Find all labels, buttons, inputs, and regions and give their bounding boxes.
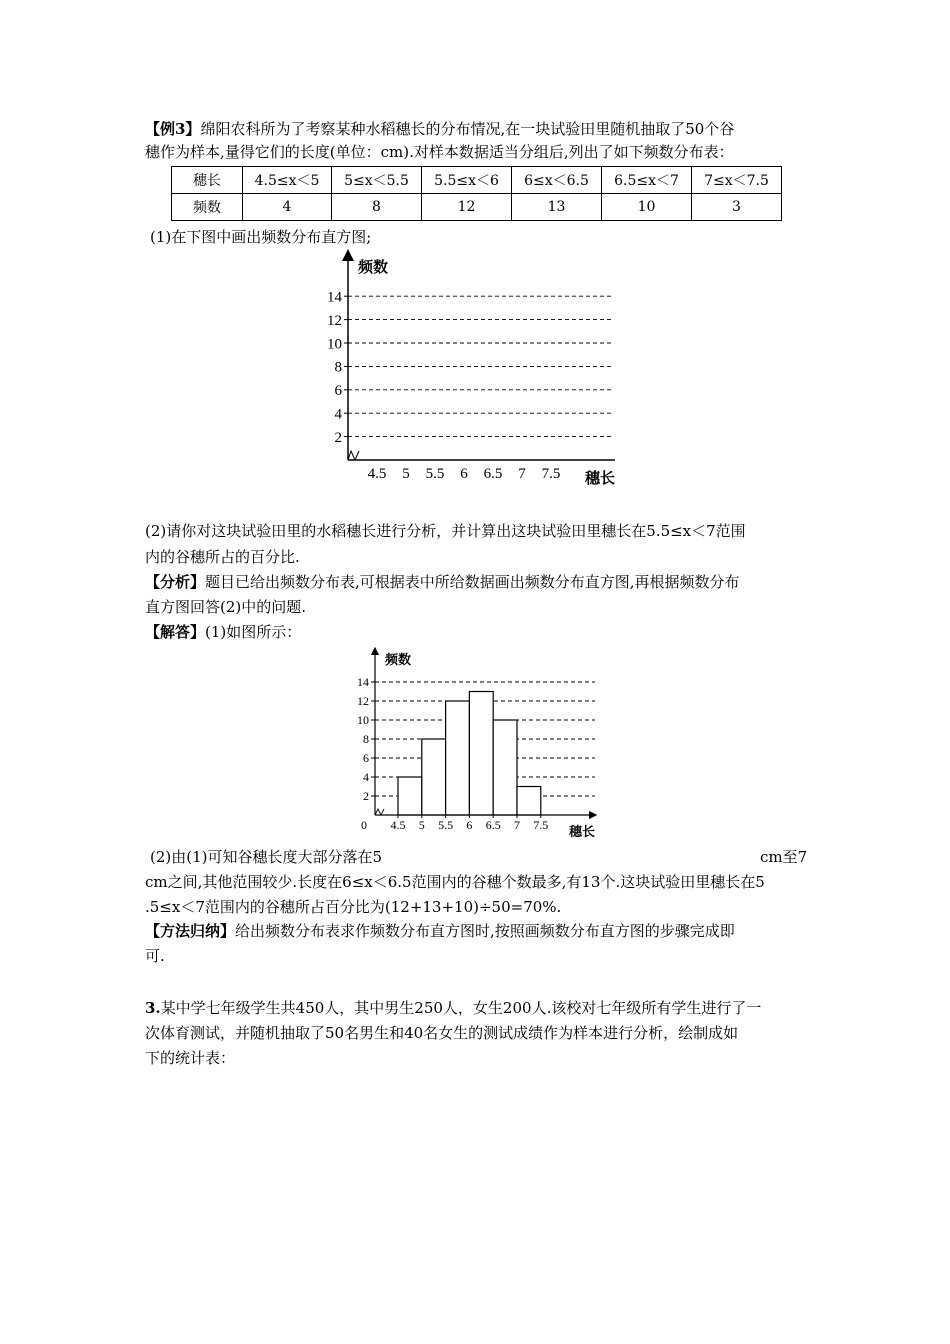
x-tick-label: 6.5 (483, 466, 503, 482)
axis-break-icon (375, 809, 384, 815)
frequency-histogram-chart (355, 643, 615, 843)
y-axis-label: 频数 (358, 260, 389, 276)
solution-line2: cm之间,其他范围较少.长度在6≤x＜6.5范围内的谷穗个数最多,有13个.这块试验田里穗长在5 (145, 873, 765, 891)
example3-tag: 【例3】 (145, 120, 201, 138)
y-tick-label: 14 (357, 675, 369, 690)
table-cell: 4 (243, 194, 332, 221)
problem3-line3: 下的统计表： (145, 1049, 236, 1067)
problem3-line2: 次体育测试，并随机抽取了50名男生和40名女生的测试成绩作为样本进行分析，绘制成如 (145, 1024, 739, 1042)
analysis-line2: 直方图回答(2)中的问题. (145, 598, 307, 616)
x-tick-label: 5.5 (425, 466, 445, 482)
y-tick-label: 4 (363, 770, 369, 785)
question-1: (1)在下图中画出频数分布直方图; (150, 228, 372, 246)
y-tick-label: 2 (334, 429, 342, 446)
histogram-bar (493, 720, 517, 815)
histogram-bar (446, 701, 470, 815)
x-tick-label: 6 (460, 466, 468, 482)
table-row (172, 194, 782, 221)
x-tick-label: 5 (418, 818, 425, 832)
x-tick-label: 7.5 (533, 818, 549, 832)
table-cell: 6.5≤x＜7 (602, 167, 692, 194)
x-axis-label: 穗长 (569, 824, 596, 839)
x-tick-label: 7.5 (541, 466, 561, 482)
table-header-cell: 频数 (172, 194, 243, 221)
y-tick-label: 10 (357, 713, 369, 728)
y-tick-label: 8 (334, 359, 342, 376)
analysis-tag: 【分析】 (145, 573, 206, 591)
blank-histogram-chart (310, 245, 640, 495)
y-tick-label: 12 (357, 694, 369, 709)
answer-line: 【解答】(1)如图所示： (145, 623, 302, 641)
x-tick-label: 7 (514, 818, 520, 832)
y-tick-label: 10 (327, 336, 342, 353)
example3-line2: 穗作为样本,量得它们的长度(单位：cm).对样本数据适当分组后,列出了如下频数分布表： (145, 143, 734, 161)
frequency-table (171, 166, 782, 221)
problem3-number: 3. (145, 999, 161, 1017)
solution-line1-left: (2)由(1)可知谷穗长度大部分落在5 (150, 848, 383, 866)
question-2-line1: (2)请你对这块试验田里的水稻穗长进行分析，并计算出这块试验田里穗长在5.5≤x＜7范围 (145, 522, 746, 540)
solution-line1-right: cm至7 (760, 848, 808, 866)
x-tick-label: 5.5 (438, 818, 454, 832)
y-tick-label: 8 (363, 732, 369, 747)
table-cell: 5≤x＜5.5 (332, 167, 422, 194)
y-tick-label: 2 (363, 789, 369, 804)
method-line2: 可. (145, 947, 165, 965)
table-cell: 3 (692, 194, 782, 221)
x-tick-label: 7 (518, 466, 526, 482)
table-row (172, 167, 782, 194)
table-cell: 10 (602, 194, 692, 221)
histogram-bar (398, 777, 422, 815)
x-tick-label: 5 (402, 466, 410, 482)
table-header-cell: 穗长 (172, 167, 243, 194)
axis-break-icon (348, 451, 359, 460)
answer-tag: 【解答】 (145, 623, 206, 641)
table-cell: 12 (422, 194, 512, 221)
y-tick-label: 4 (334, 406, 342, 423)
y-tick-label: 6 (363, 751, 369, 766)
histogram-bar (422, 739, 446, 815)
table-cell: 4.5≤x＜5 (243, 167, 332, 194)
x-tick-label: 6.5 (485, 818, 501, 832)
example3-line1: 【例3】绵阳农科所为了考察某种水稻穗长的分布情况,在一块试验田里随机抽取了50个谷 (145, 120, 735, 138)
table-cell: 7≤x＜7.5 (692, 167, 782, 194)
histogram-bar (517, 787, 541, 816)
y-tick-label: 14 (327, 289, 342, 306)
x-tick-label: 6 (466, 818, 473, 832)
x-tick-label: 4.5 (390, 818, 406, 832)
table-cell: 5.5≤x＜6 (422, 167, 512, 194)
x-axis-label: 穗长 (585, 471, 616, 487)
x-tick-label: 4.5 (367, 466, 387, 482)
y-tick-label: 12 (327, 312, 342, 329)
histogram-bar (469, 692, 493, 816)
solution-line3: .5≤x＜7范围内的谷穗所占百分比为(12+13+10)÷50=70%. (145, 898, 562, 916)
question-2-line2: 内的谷穗所占的百分比. (145, 548, 300, 566)
table-cell: 13 (512, 194, 602, 221)
origin-label: 0 (361, 818, 367, 832)
y-tick-label: 6 (334, 383, 342, 400)
method-tag: 【方法归纳】 (145, 922, 236, 940)
analysis-line1: 【分析】题目已给出频数分布表,可根据表中所给数据画出频数分布直方图,再根据频数分布 (145, 573, 740, 591)
method-line1: 【方法归纳】给出频数分布表求作频数分布直方图时,按照画频数分布直方图的步骤完成即 (145, 922, 735, 940)
problem3-line1: 3.某中学七年级学生共450人，其中男生250人，女生200人.该校对七年级所有学生进行了一 (145, 999, 762, 1017)
table-cell: 8 (332, 194, 422, 221)
table-cell: 6≤x＜6.5 (512, 167, 602, 194)
y-axis-label: 频数 (385, 652, 412, 667)
